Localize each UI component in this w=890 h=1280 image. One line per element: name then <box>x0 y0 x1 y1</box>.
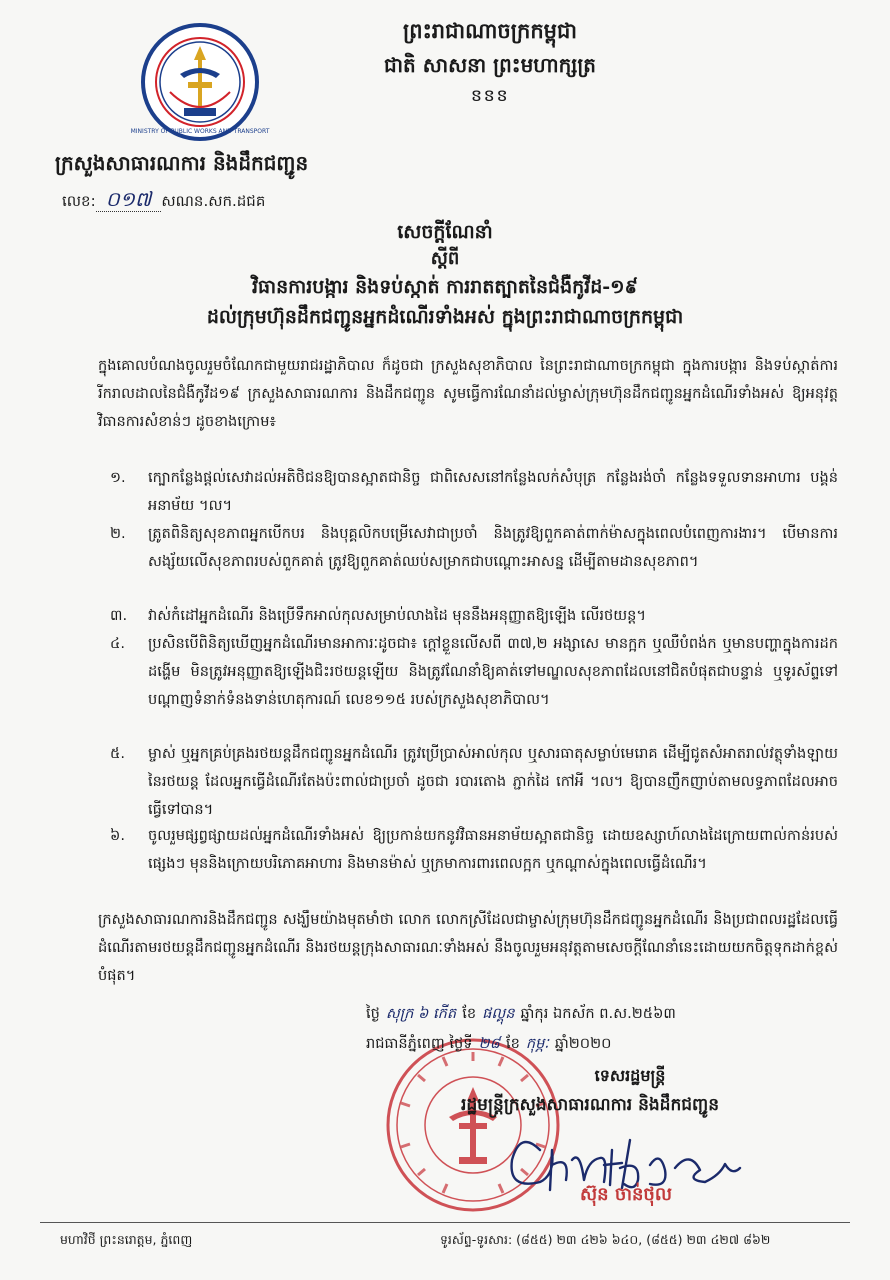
list-item-text: ក្បោកន្លែងផ្តល់សេវាដល់អតិថិជនឱ្យបានស្អាតជានិច្ច ជាពិសេសនៅកន្លែងលក់សំបុត្រ កន្លែងរង់ចាំ កន្លែងទទួលទានអាហារ បង្គន់អនាម័យ ។ល។ <box>148 469 838 514</box>
list-item-number: ១. <box>110 469 126 486</box>
list-item <box>110 602 838 630</box>
handwritten-lunar-day: សុក្រ ៦ កើត <box>385 1005 457 1022</box>
kingdom-name: ព្រះរាជាណាចក្រកម្ពុជា <box>402 18 577 43</box>
list-item <box>110 740 838 824</box>
closing-paragraph: ក្រសួងសាធារណការនិងដឹកជញ្ជូន សង្ឃឹមយ៉ាងមុតមាំថា លោក លោកស្រីដែលជាម្ចាស់ក្រុមហ៊ុនដឹកជញ្ជូនអ្នកដំណើរ និងប្រជាពលរដ្ឋដែលធ្វើដំណើរតាមរថយន្តដឹកជញ្ជូនអ្នកដំណើរ និងរថយន្តក្រុងសាធារណៈទាំងអស់ នឹងចូលរួមអនុវត្តតាមសេចក្តីណែនាំនេះដោយយកចិត្តទុកដាក់ខ្ពស់បំផុត។ <box>98 911 838 984</box>
reference-number <box>62 186 265 216</box>
list-item <box>110 464 838 520</box>
document-title <box>40 218 850 332</box>
lunar-date-line: ថ្ងៃ សុក្រ ៦ កើត ខែ ផល្គុន ឆ្នាំកុរ ឯកស័ក ព.ស.២៥៦៣ <box>366 1005 676 1022</box>
title-line-2: ស្តីពី <box>430 248 460 269</box>
list-item-text: ម្ចាស់ ឬអ្នកគ្រប់គ្រងរថយន្តដឹកជញ្ជូនអ្នកដំណើរ ត្រូវប្រើប្រាស់អាល់កុល ឬសារធាតុសម្លាប់មេរោគ ដើម្បីជូតសំអាតរាល់វត្ថុទាំងឡាយនៃរថយន្ត ដែលអ្នកធ្វើដំណើរតែងប៉ះពាល់ជាប្រចាំ ដូចជា របារតោង ភ្ជាក់ដៃ កៅអី ។ល។ ឱ្យបានញឹកញាប់តាមលទ្ធភាពដែលអាចធ្វើទៅបាន។ <box>148 745 838 818</box>
title-line-1: សេចក្តីណែនាំ <box>397 221 493 243</box>
signatory-position: រដ្ឋមន្ត្រីក្រសួងសាធារណការ និងដឹកជញ្ជូន <box>460 1095 719 1115</box>
kingdom-heading <box>300 14 680 110</box>
footer-address: មហាវិថី ព្រះនរោត្តម, ភ្នំពេញ <box>60 1232 193 1247</box>
list-item-text: ប្រសិនបើពិនិត្យឃើញអ្នកដំណើរមានអាការៈដូចជា៖ ក្តៅខ្លួនលើសពី ៣៧,២ អង្សាសេ មានក្អក ឬឈឺបំពង់ក ឬមានបញ្ហាក្នុងការដកដង្ហើម មិនត្រូវអនុញ្ញាតឱ្យឡើងជិះរថយន្តឡើយ និងត្រូវណែនាំឱ្យគាត់ទៅមណ្ឌលសុខភាពដែលនៅជិតបំផុតជាបន្ទាន់ ឬទូរស័ព្ទទៅបណ្តាញទំនាក់ទំនងទាន់ហេតុការណ៍ លេខ១១៥ របស់ក្រសួងសុខាភិបាល។ <box>148 635 838 708</box>
signatory-name: ស៊ុន ចាន់ថុល <box>580 1184 672 1205</box>
ornament-divider: ៜៜៜ <box>470 85 510 106</box>
list-item <box>110 520 838 576</box>
list-item-text: ចូលរួមផ្សព្វផ្សាយដល់អ្នកដំណើរទាំងអស់ ឱ្យប្រកាន់យកនូវវិធានអនាម័យស្អាតជានិច្ច ដោយឧស្សាហ៍លាងដៃក្រោយពាល់កាន់របស់ផ្សេងៗ មុននិងក្រោយបរិភោគអាហារ និងមានម៉ាស់ ឬក្រមាការពារពេលក្អក ឬកណ្តាស់ក្នុងពេលធ្វើដំណើរ។ <box>148 827 838 872</box>
handwritten-solar-month: កុម្ភៈ <box>525 1035 549 1052</box>
reference-label: លេខ: <box>62 192 96 210</box>
list-item <box>110 630 838 714</box>
national-motto: ជាតិ សាសនា ព្រះមហាក្សត្រ <box>384 53 596 77</box>
title-line-3: វិធានការបង្ការ និងទប់ស្កាត់ ការរាតត្បាតនៃជំងឺកូវីដ-១៩ <box>252 276 638 298</box>
list-item-text: ត្រូតពិនិត្យសុខភាពអ្នកបើកបរ និងបុគ្គលិកបម្រើសេវាជាប្រចាំ និងត្រូវឱ្យពួកគាត់ពាក់ម៉ាសក្នុងពេលបំពេញការងារ។ បើមានការសង្ស័យលើសុខភាពរបស់ពួកគាត់ ត្រូវឱ្យពួកគាត់ឈប់សម្រាកជាបណ្តោះអាសន្ន ដើម្បីតាមដានសុខភាព។ <box>148 525 838 570</box>
list-item-number: ៦. <box>110 827 125 844</box>
ministry-name: ក្រសួងសាធារណការ និងដឹកជញ្ជូន <box>55 151 309 175</box>
handwritten-solar-day: ២៨ <box>478 1035 500 1052</box>
list-item-number: ២. <box>110 525 126 542</box>
svg-text:MINISTRY OF PUBLIC WORKS AND T: MINISTRY OF PUBLIC WORKS AND TRANSPORT <box>130 128 270 135</box>
reference-handwritten-number: ០១៧ <box>96 187 162 212</box>
signatory-rank: ទេសរដ្ឋមន្ត្រី <box>594 1066 666 1085</box>
footer-divider <box>40 1222 850 1223</box>
list-item-number: ៤. <box>110 635 125 652</box>
list-item <box>110 822 838 878</box>
list-item-number: ៥. <box>110 745 125 762</box>
intro-paragraph: ក្នុងគោលបំណងចូលរួមចំណែកជាមួយរាជរដ្ឋាភិបាល ក៏ដូចជា ក្រសួងសុខាភិបាល នៃព្រះរាជាណាចក្រកម្ពុជា ក្នុងការបង្ការ និងទប់ស្កាត់ការរីករាលដាលនៃជំងឺកូវីដ១៩ ក្រសួងសាធារណការ និងដឹកជញ្ជូន សូមធ្វើការណែនាំដល់ម្ចាស់ក្រុមហ៊ុនដឹកជញ្ជូនអ្នកដំណើរទាំងអស់ ឱ្យអនុវត្តវិធានការសំខាន់ៗ ដូចខាងក្រោម៖ <box>98 357 838 430</box>
handwritten-lunar-month: ផល្គុន <box>482 1005 515 1022</box>
solar-date-line: រាជធានីភ្នំពេញ ថ្ងៃទី ២៨ ខែ កុម្ភៈ ឆ្នាំ២០២០ <box>366 1035 612 1052</box>
ministry-logo <box>130 22 270 142</box>
list-item-text: វាស់កំដៅអ្នកដំណើរ និងប្រើទឹកអាល់កុលសម្រាប់លាងដៃ មុននឹងអនុញ្ញាតឱ្យឡើង លើរថយន្ត។ <box>148 607 647 624</box>
title-line-4: ដល់ក្រុមហ៊ុនដឹកជញ្ជូនអ្នកដំណើរទាំងអស់ ក្នុងព្រះរាជាណាចក្រកម្ពុជា <box>206 306 684 328</box>
list-item-number: ៣. <box>110 607 128 624</box>
reference-suffix: សណន.សក.ដជគ <box>161 192 266 210</box>
signatory-title <box>400 1062 780 1120</box>
footer-phone: ទូរស័ព្ទ-ទូរសារ: (៨៥៥) ២៣ ៤២៦ ៦៤០, (៨៥៥) ២៣ ៤២៧ ៨៦២ <box>440 1232 771 1247</box>
